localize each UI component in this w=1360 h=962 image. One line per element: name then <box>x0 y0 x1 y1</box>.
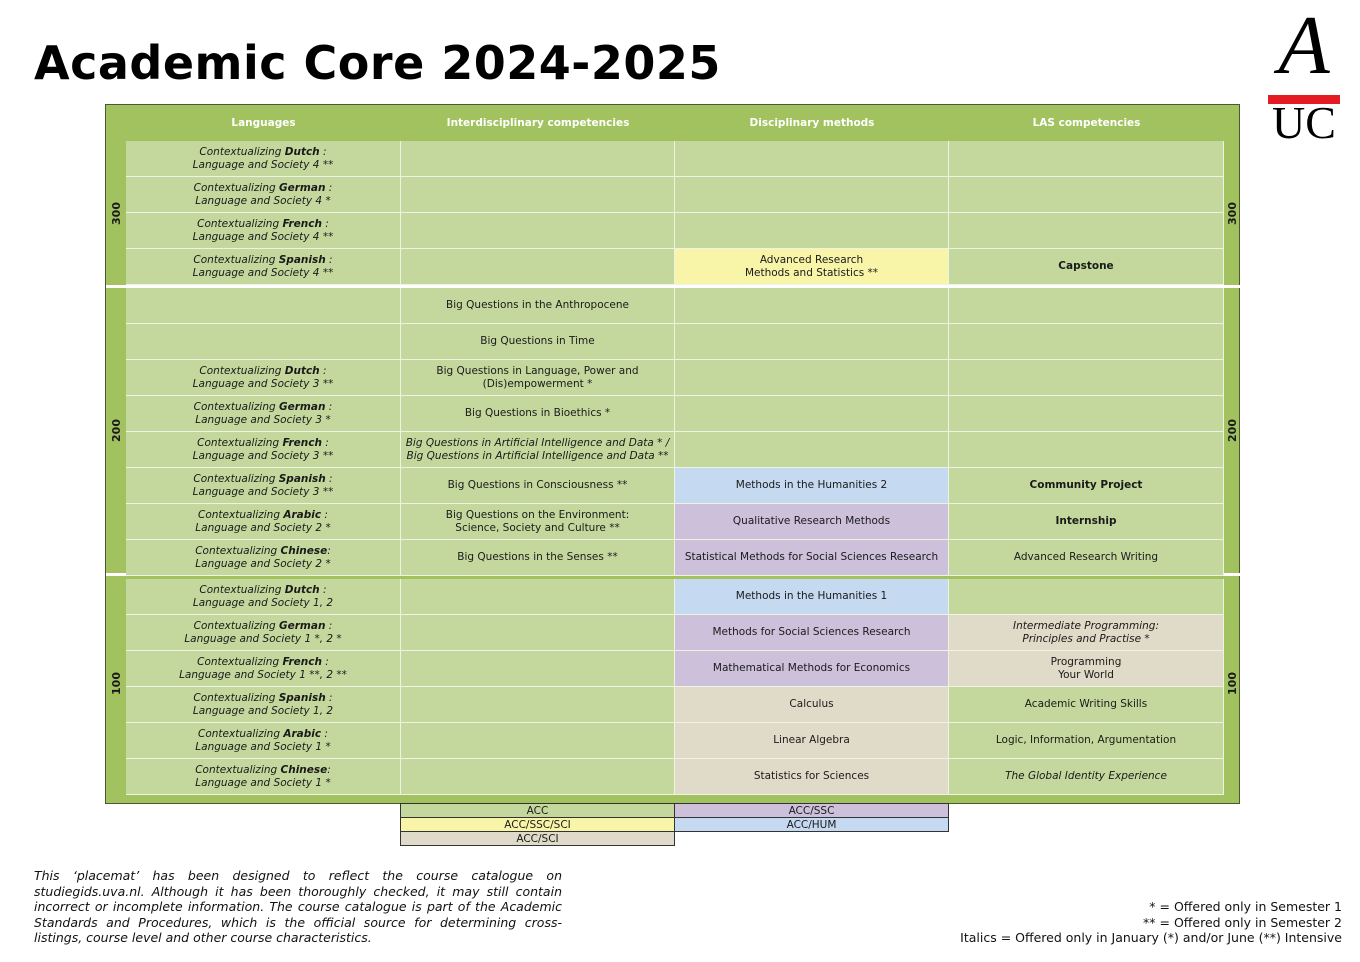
course-cell-inter-row-11: Big Questions in the Senses ** <box>401 540 675 576</box>
header-languages: Languages <box>126 105 401 141</box>
course-cell-inter-row-17 <box>401 759 675 795</box>
course-cell-las-row-11: Advanced Research Writing <box>949 540 1224 576</box>
course-cell-disc-row-13: Methods for Social Sciences Research <box>675 615 949 651</box>
course-cell-inter-row-0 <box>401 141 675 177</box>
course-cell-lang-row-7: Contextualizing German : Language and Society 3 * <box>126 396 401 432</box>
page-title: Academic Core 2024-2025 <box>34 36 721 90</box>
legend-keys <box>960 899 1342 946</box>
course-cell-disc-row-16: Linear Algebra <box>675 723 949 759</box>
course-cell-las-row-8 <box>949 432 1224 468</box>
course-cell-lang-row-0: Contextualizing Dutch : Language and Society 4 ** <box>126 141 401 177</box>
course-cell-disc-row-11: Statistical Methods for Social Sciences Research <box>675 540 949 576</box>
course-cell-las-row-1 <box>949 177 1224 213</box>
course-cell-disc-row-4 <box>675 288 949 324</box>
course-cell-disc-row-7 <box>675 396 949 432</box>
course-cell-disc-row-17: Statistics for Sciences <box>675 759 949 795</box>
course-cell-disc-row-8 <box>675 432 949 468</box>
header-disciplinary: Disciplinary methods <box>675 105 949 141</box>
level-label-200-right: 200 <box>1226 419 1239 442</box>
auc-logo <box>1266 0 1342 148</box>
course-cell-lang-row-14: Contextualizing French : Language and Society 1 **, 2 ** <box>126 651 401 687</box>
legend-acc-sci: ACC/SCI <box>400 831 675 846</box>
course-cell-lang-row-13: Contextualizing German : Language and Society 1 *, 2 * <box>126 615 401 651</box>
course-cell-disc-row-12: Methods in the Humanities 1 <box>675 579 949 615</box>
course-cell-las-row-0 <box>949 141 1224 177</box>
course-cell-lang-row-8: Contextualizing French : Language and Society 3 ** <box>126 432 401 468</box>
level-label-300-right: 300 <box>1226 201 1239 225</box>
course-cell-las-row-13: Intermediate Programming: Principles and Practise * <box>949 615 1224 651</box>
course-cell-inter-row-12 <box>401 579 675 615</box>
course-cell-las-row-17: The Global Identity Experience <box>949 759 1224 795</box>
course-cell-lang-row-6: Contextualizing Dutch : Language and Society 3 ** <box>126 360 401 396</box>
course-cell-lang-row-16: Contextualizing Arabic : Language and Society 1 * <box>126 723 401 759</box>
course-cell-las-row-14: Programming Your World <box>949 651 1224 687</box>
course-cell-lang-row-15: Contextualizing Spanish : Language and Society 1, 2 <box>126 687 401 723</box>
course-grid <box>105 104 1240 804</box>
course-cell-las-row-4 <box>949 288 1224 324</box>
course-cell-disc-row-9: Methods in the Humanities 2 <box>675 468 949 504</box>
level-label-200-left: 200 <box>109 419 123 442</box>
course-cell-disc-row-0 <box>675 141 949 177</box>
course-cell-disc-row-2 <box>675 213 949 249</box>
key-semester-1: * = Offered only in Semester 1 <box>1149 899 1342 914</box>
level-label-100-right: 100 <box>1226 671 1239 695</box>
course-cell-lang-row-9: Contextualizing Spanish : Language and Society 3 ** <box>126 468 401 504</box>
course-cell-inter-row-10: Big Questions on the Environment: Science, Society and Culture ** <box>401 504 675 540</box>
course-cell-las-row-10: Internship <box>949 504 1224 540</box>
course-cell-lang-row-3: Contextualizing Spanish : Language and Society 4 ** <box>126 249 401 285</box>
course-cell-las-row-12 <box>949 579 1224 615</box>
level-label-100-left: 100 <box>109 671 123 695</box>
logo-letter: A <box>1278 0 1330 92</box>
header-las: LAS competencies <box>949 105 1224 141</box>
logo-initials: UC <box>1272 97 1336 148</box>
course-cell-inter-row-16 <box>401 723 675 759</box>
course-cell-inter-row-13 <box>401 615 675 651</box>
course-cell-inter-row-1 <box>401 177 675 213</box>
course-cell-lang-row-5 <box>126 324 401 360</box>
key-italics: Italics = Offered only in January (*) and/or June (**) Intensive <box>960 930 1342 945</box>
course-cell-disc-row-15: Calculus <box>675 687 949 723</box>
course-cell-inter-row-7: Big Questions in Bioethics * <box>401 396 675 432</box>
course-cell-disc-row-3: Advanced Research Methods and Statistics ** <box>675 249 949 285</box>
course-cell-disc-row-14: Mathematical Methods for Economics <box>675 651 949 687</box>
legend-acc: ACC <box>400 803 675 818</box>
legend-acc-ssc: ACC/SSC <box>674 803 949 818</box>
course-cell-disc-row-1 <box>675 177 949 213</box>
course-cell-inter-row-6: Big Questions in Language, Power and (Dis)empowerment * <box>401 360 675 396</box>
course-cell-las-row-9: Community Project <box>949 468 1224 504</box>
course-cell-disc-row-6 <box>675 360 949 396</box>
course-cell-inter-row-8: Big Questions in Artificial Intelligence and Data * / Big Questions in Artificial Intelligence and Data ** <box>401 432 675 468</box>
course-cell-las-row-5 <box>949 324 1224 360</box>
course-cell-lang-row-1: Contextualizing German : Language and Society 4 * <box>126 177 401 213</box>
level-label-300-left: 300 <box>109 201 123 225</box>
course-cell-inter-row-4: Big Questions in the Anthropocene <box>401 288 675 324</box>
legend-acc-ssc-sci: ACC/SSC/SCI <box>400 817 675 832</box>
course-cell-las-row-3: Capstone <box>949 249 1224 285</box>
disclaimer-note: This ‘placemat’ has been designed to reflect the course catalogue on studiegids.uva.nl. Although it has been thoroughly checked, it may still contain incorrect or incomplete information. The course catalogue is part of the Academic Standards and Procedures, which is the official source for determining cross-listings, course level and other course characteristics. <box>34 868 562 945</box>
course-cell-disc-row-10: Qualitative Research Methods <box>675 504 949 540</box>
course-cell-lang-row-2: Contextualizing French : Language and Society 4 ** <box>126 213 401 249</box>
course-cell-lang-row-10: Contextualizing Arabic : Language and Society 2 * <box>126 504 401 540</box>
header-interdisciplinary: Interdisciplinary competencies <box>401 105 675 141</box>
course-cell-lang-row-4 <box>126 288 401 324</box>
course-cell-disc-row-5 <box>675 324 949 360</box>
legend-acc-hum: ACC/HUM <box>674 817 949 832</box>
course-cell-las-row-16: Logic, Information, Argumentation <box>949 723 1224 759</box>
key-semester-2: ** = Offered only in Semester 2 <box>1143 914 1342 930</box>
course-cell-inter-row-2 <box>401 213 675 249</box>
course-cell-inter-row-9: Big Questions in Consciousness ** <box>401 468 675 504</box>
course-cell-las-row-6 <box>949 360 1224 396</box>
course-cell-inter-row-5: Big Questions in Time <box>401 324 675 360</box>
course-cell-lang-row-11: Contextualizing Chinese: Language and Society 2 * <box>126 540 401 576</box>
course-cell-inter-row-14 <box>401 651 675 687</box>
course-cell-lang-row-12: Contextualizing Dutch : Language and Society 1, 2 <box>126 579 401 615</box>
course-cell-inter-row-15 <box>401 687 675 723</box>
course-cell-las-row-15: Academic Writing Skills <box>949 687 1224 723</box>
course-cell-las-row-7 <box>949 396 1224 432</box>
course-cell-lang-row-17: Contextualizing Chinese: Language and Society 1 * <box>126 759 401 795</box>
course-cell-las-row-2 <box>949 213 1224 249</box>
course-cell-inter-row-3 <box>401 249 675 285</box>
